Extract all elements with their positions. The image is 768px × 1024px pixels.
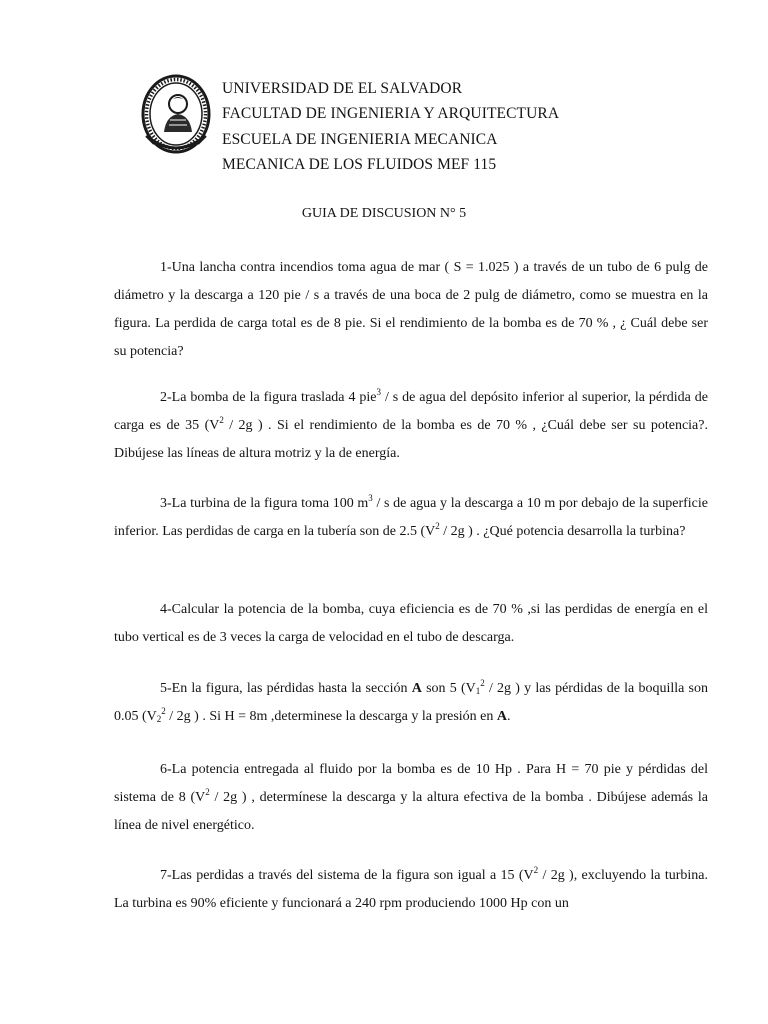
problem-5-text-e: .	[507, 709, 511, 724]
problem-4	[114, 596, 708, 652]
problem-5-sub-2: 2	[156, 714, 162, 724]
problem-3-sup-2: 2	[435, 521, 440, 531]
problem-6-text-a: 6-La potencia entregada al fluido por la bomba es de 10 Hp . Para H = 70 pie y pérdidas del sistema de 8 (V	[114, 762, 708, 805]
problem-3-text-a: 3-La turbina de la figura toma 100 m	[160, 496, 369, 511]
problem-7	[114, 862, 708, 918]
problem-5-sup-2: 2	[161, 706, 166, 716]
university-seal-icon	[136, 70, 216, 162]
header-course: MECANICA DE LOS FLUIDOS MEF 115	[222, 155, 497, 173]
problem-5-text-d: / 2g ) . Si H = 8m ,determinese la descarga y la presión en	[165, 709, 497, 724]
problem-5	[114, 675, 708, 731]
problem-5-sub-1: 1	[475, 686, 481, 696]
problem-3	[114, 490, 708, 546]
problem-7-text-a: 7-Las perdidas a través del sistema de la figura son igual a 15 (V	[160, 868, 534, 883]
problem-1-text: 1-Una lancha contra incendios toma agua de mar ( S = 1.025 ) a través de un tubo de 6 pulg de diámetro y la descarga a 120 pie / s a través de una boca de 2 pulg de diámetro, como se muestra en la figura. La perdida de carga total es de 8 pie. Si el rendimiento de la bomba es de 70 % , ¿ Cuál debe ser su potencia?	[114, 260, 708, 359]
problem-7-text-b: / 2g ), excluyendo la turbina. La turbina es 90% eficiente y funcionará a 240 rpm produciendo 1000 Hp con un	[114, 868, 708, 911]
problem-7-sup-1: 2	[533, 865, 539, 875]
problem-5-sup-1: 2	[480, 678, 485, 688]
header-faculty: FACULTAD DE INGENIERIA Y ARQUITECTURA	[222, 105, 560, 123]
problem-2	[114, 384, 708, 468]
problem-2-sup-1: 3	[376, 387, 381, 397]
section-a-label: A	[411, 681, 422, 696]
problem-1	[114, 254, 708, 366]
problem-2-text-a: 2-La bomba de la figura traslada 4 pie	[160, 390, 377, 405]
problem-6-text-b: / 2g ) , determínese la descarga y la altura efectiva de la bomba . Dibújese además la línea de nivel energético.	[114, 790, 708, 833]
institution-header	[222, 76, 559, 177]
problem-6-sup-1: 2	[205, 787, 210, 797]
problem-2-text-c: / 2g ) . Si el rendimiento de la bomba es de 70 % , ¿Cuál debe ser su potencia?. Dibújese las líneas de altura motriz y la de energía.	[114, 418, 708, 461]
problem-3-text-c: / 2g ) . ¿Qué potencia desarrolla la turbina?	[439, 524, 686, 539]
problem-5-text-c: / 2g ) y las pérdidas de la boquilla son 0.05 (V	[114, 681, 708, 724]
problem-2-text-b: / s de agua del depósito inferior al superior, la pérdida de carga es de 35 (V	[114, 390, 708, 433]
problem-5-text-b: son 5 (V	[421, 681, 476, 696]
guide-title: GUIA DE DISCUSION N° 5	[301, 206, 467, 221]
problem-6	[114, 756, 708, 840]
problem-5-text-a: 5-En la figura, las pérdidas hasta la sección	[160, 681, 412, 696]
problem-3-text-b: / s de agua y la descarga a 10 m por debajo de la superficie inferior. Las perdidas de carga en la tubería son de 2.5 (V	[114, 496, 708, 539]
header-university: UNIVERSIDAD DE EL SALVADOR	[222, 80, 463, 97]
section-a-label-2: A	[496, 709, 508, 724]
problem-4-text: 4-Calcular la potencia de la bomba, cuya eficiencia es de 70 % ,si las perdidas de energía en el tubo vertical es de 3 veces la carga de velocidad en el tubo de descarga.	[114, 602, 708, 645]
header-school: ESCUELA DE INGENIERIA MECANICA	[222, 130, 498, 148]
problem-2-sup-2: 2	[219, 415, 224, 425]
problem-3-sup-1: 3	[368, 493, 373, 503]
